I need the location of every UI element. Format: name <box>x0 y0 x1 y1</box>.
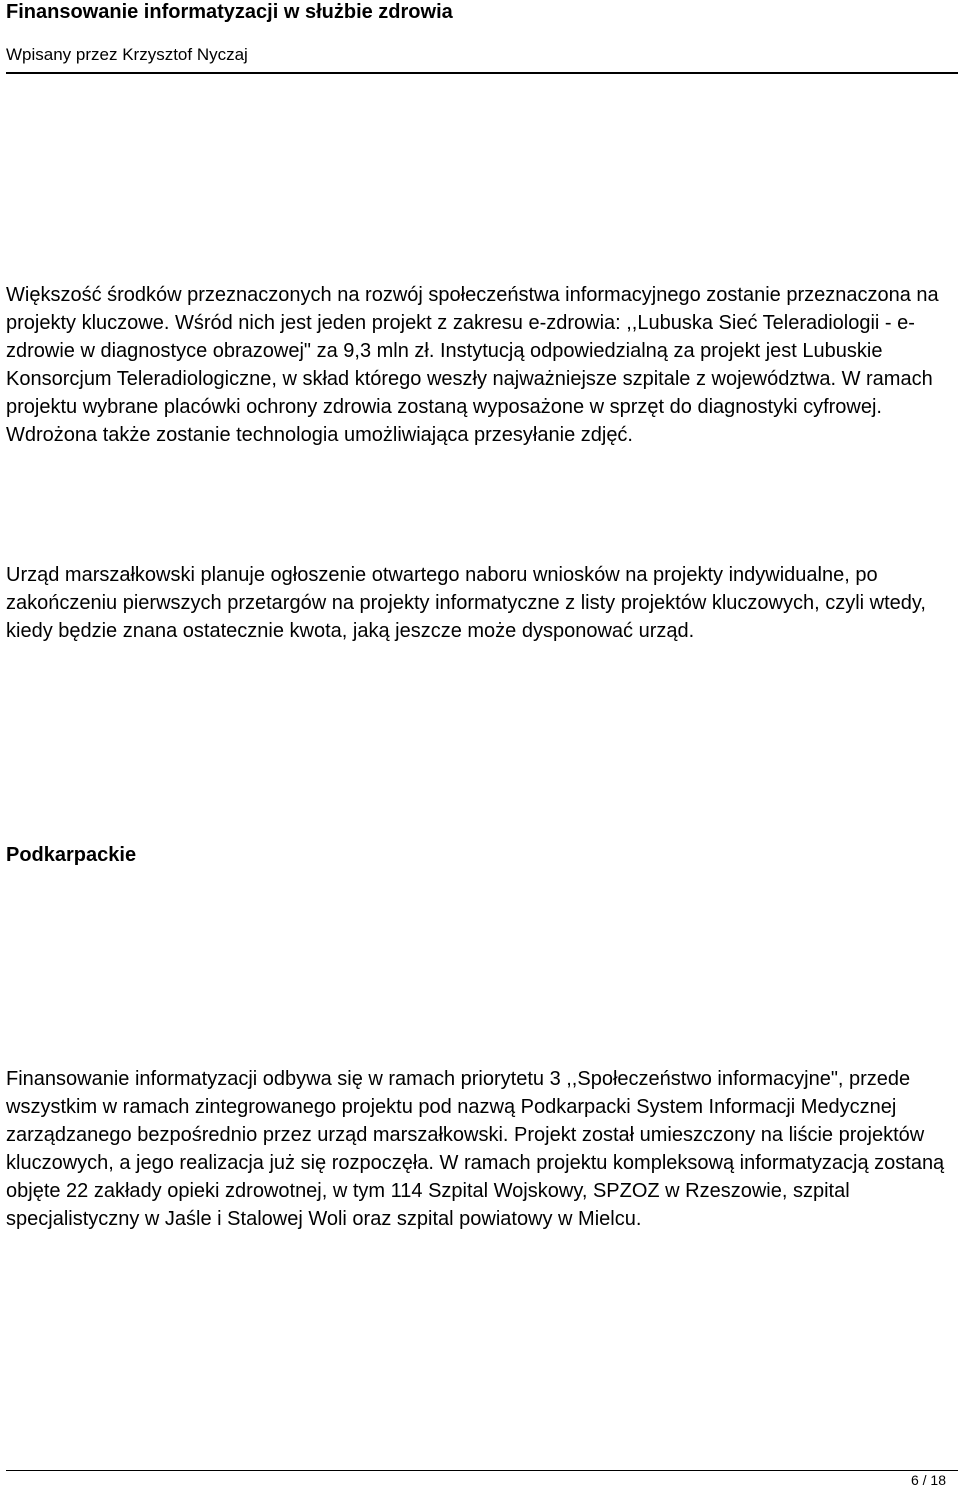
page-number: 6 / 18 <box>910 1472 946 1488</box>
footer-divider <box>6 1470 958 1471</box>
document-header <box>6 0 956 66</box>
author-line: Wpisany przez Krzysztof Nyczaj <box>6 45 248 64</box>
section-heading-podkarpackie: Podkarpackie <box>6 844 137 866</box>
paragraph-lubuska: Większość środków przeznaczonych na rozwój społeczeństwa informacyjnego zostanie przeznaczona na projekty kluczowe. Wśród nich jest jeden projekt z zakresu e-zdrowia: ,,Lubuska Sieć Teleradiologii - e-zdrowie w diagnostyce obrazowej" za 9,3 mln zł. Instytucją odpowiedzialną za projekt jest Lubuskie Konsorcjum Teleradiologiczne, w skład którego weszły najważniejsze szpitale z województwa. W ramach projektu wybrane placówki ochrony zdrowia zostaną wyposażone w sprzęt do diagnostyki cyfrowej. Wdrożona także zostanie technologia umożliwiająca przesyłanie zdjęć. <box>6 284 939 446</box>
paragraph-urzad: Urząd marszałkowski planuje ogłoszenie otwartego naboru wniosków na projekty indywidualne, po zakończeniu pierwszych przetargów na projekty informatyczne z listy projektów kluczowych, czyli wtedy, kiedy będzie znana ostatecznie kwota, jaką jeszcze może dysponować urząd. <box>6 564 926 642</box>
paragraph-podkarpackie: Finansowanie informatyzacji odbywa się w ramach priorytetu 3 ,,Społeczeństwo informacyjne", przede wszystkim w ramach zintegrowanego projektu pod nazwą Podkarpacki System Informacji Medycznej zarządzanego bezpośrednio przez urząd marszałkowski. Projekt został umieszczony na liście projektów kluczowych, a jego realizacja już się rozpoczęła. W ramach projektu kompleksową informatyzacją zostaną objęte 22 zakłady opieki zdrowotnej, w tym 114 Szpital Wojskowy, SPZOZ w Rzeszowie, szpital specjalistyczny w Jaśle i Stalowej Woli oraz szpital powiatowy w Mielcu. <box>6 1068 945 1230</box>
page-title: Finansowanie informatyzacji w służbie zdrowia <box>6 1 453 23</box>
header-divider <box>6 72 958 74</box>
